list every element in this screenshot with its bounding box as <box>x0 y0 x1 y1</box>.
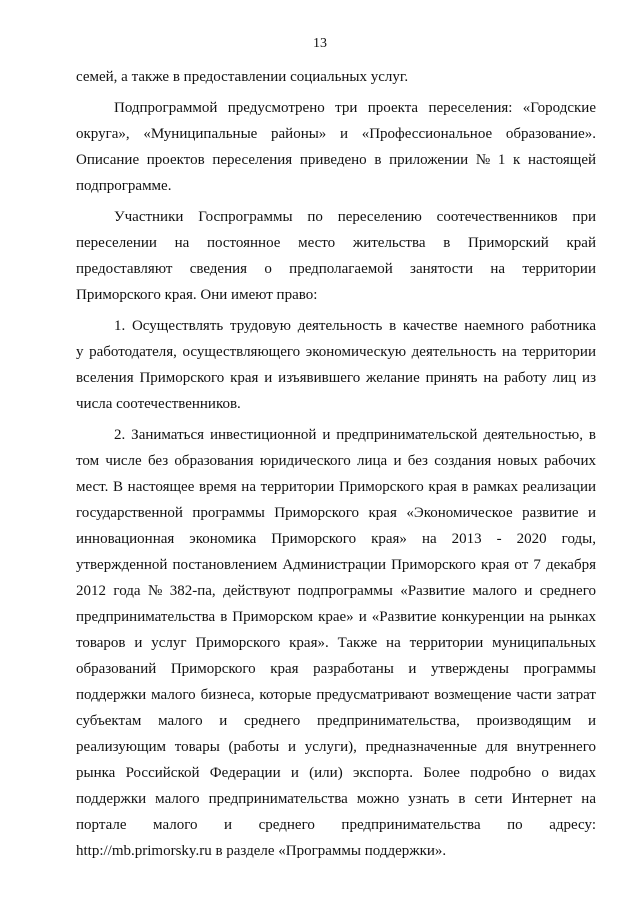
text-line: инновационная экономика Приморского края» на 2013 - 2020 годы, <box>76 531 596 547</box>
text-line: у работодателя, осуществляющего экономическую деятельность на территории <box>76 344 596 360</box>
text-line: округа», «Муниципальные районы» и «Профессиональное образование». <box>76 126 596 142</box>
paragraph <box>76 95 596 199</box>
paragraph <box>76 64 596 90</box>
text-line: Подпрограммой предусмотрено три проекта переселения: «Городские <box>114 100 596 116</box>
page-number: 13 <box>313 36 327 51</box>
text-line: субъектам малого и среднего предпринимательства, производящим и <box>76 713 596 729</box>
text-line: мест. В настоящее время на территории Приморского края в рамках реализации <box>76 479 596 495</box>
text-line: реализующим товары (работы и услуги), предназначенные для внутреннего <box>76 739 596 755</box>
text-line: предоставляют сведения о предполагаемой занятости на территории <box>76 261 596 277</box>
text-line: товаров и услуг Приморского края». Также на территории муниципальных <box>76 635 596 651</box>
text-line: образований Приморского края разработаны и утверждены программы <box>76 661 596 677</box>
text-line: Приморского края. Они имеют право: <box>76 287 318 303</box>
text-line: поддержки малого бизнеса, которые предусматривают возмещение части затрат <box>76 687 596 703</box>
paragraph <box>76 313 596 417</box>
text-line: подпрограмме. <box>76 178 172 194</box>
text-line: портале малого и среднего предпринимательства по адресу: <box>76 817 596 833</box>
text-line: переселении на постоянное место жительства в Приморский край <box>76 235 596 251</box>
text-line: государственной программы Приморского края «Экономическое развитие и <box>76 505 596 521</box>
paragraph <box>76 204 596 308</box>
text-line: семей, а также в предоставлении социальных услуг. <box>76 69 409 85</box>
text-line: вселения Приморского края и изъявившего желание принять на работу лиц из <box>76 370 596 386</box>
text-line: http://mb.primorsky.ru в разделе «Программы поддержки». <box>76 843 447 859</box>
text-line: Участники Госпрограммы по переселению соотечественников при <box>114 209 596 225</box>
text-line: числа соотечественников. <box>76 396 241 412</box>
text-line: рынка Российской Федерации и (или) экспорта. Более подробно о видах <box>76 765 596 781</box>
text-line: Описание проектов переселения приведено в приложении № 1 к настоящей <box>76 152 596 168</box>
text-line: 1. Осуществлять трудовую деятельность в качестве наемного работника <box>114 318 596 334</box>
text-line: 2. Заниматься инвестиционной и предпринимательской деятельностью, в <box>114 427 596 443</box>
text-line: том числе без образования юридического лица и без создания новых рабочих <box>76 453 596 469</box>
document-body <box>76 64 596 864</box>
text-line: поддержки малого предпринимательства можно узнать в сети Интернет на <box>76 791 596 807</box>
paragraph <box>76 422 596 864</box>
text-line: 2012 года № 382-па, действуют подпрограммы «Развитие малого и среднего <box>76 583 596 599</box>
text-line: предпринимательства в Приморском крае» и «Развитие конкуренции на рынках <box>76 609 596 625</box>
text-line: утвержденной постановлением Администрации Приморского края от 7 декабря <box>76 557 596 573</box>
